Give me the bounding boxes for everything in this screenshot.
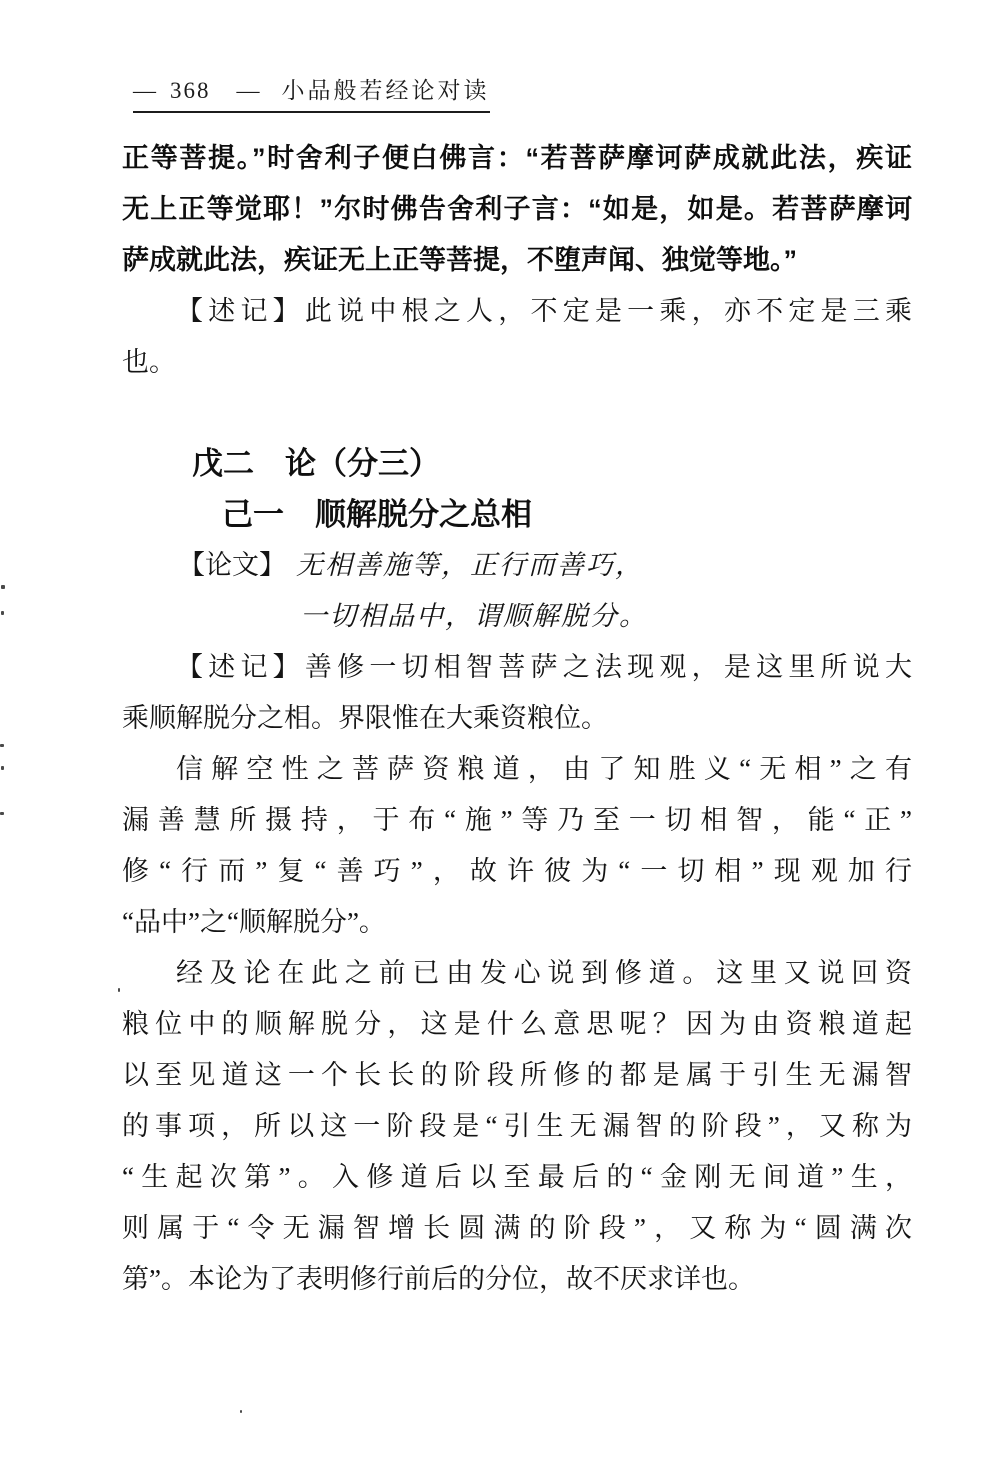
sutra-quote-line: 无上正等觉耶！”尔时佛告舍利子言：“如是，如是。若菩萨摩诃	[122, 194, 912, 224]
paragraph-line: 的事项，所以这一阶段是“引生无漏智的阶段”，又称为	[122, 1111, 912, 1141]
scan-artifact	[240, 1410, 242, 1413]
paragraph-line: 漏善慧所摄持，于布“施”等乃至一切相智，能“正”	[122, 805, 912, 835]
paragraph-line: 第”。本论为了表明修行前后的分位，故不厌求详也。	[122, 1264, 755, 1294]
verse-text: 无相善施等，正行而善巧，	[296, 550, 644, 580]
shuji-commentary-line: 乘顺解脱分之相。界限惟在大乘资粮位。	[122, 703, 608, 733]
shuji-commentary-line: 【述记】善修一切相智菩萨之法现观，是这里所说大	[176, 652, 912, 682]
paragraph-line: 信解空性之菩萨资粮道，由了知胜义“无相”之有	[176, 754, 912, 784]
page-number: 368	[170, 78, 211, 103]
scan-artifact	[0, 812, 4, 815]
paragraph-line: 以至见道这一个长长的阶段所修的都是属于引生无漏智	[122, 1060, 912, 1090]
section-heading-wu2: 戊二 论（分三）	[192, 446, 440, 481]
paragraph-line: 经及论在此之前已由发心说到修道。这里又说回资	[176, 958, 912, 988]
scan-artifact	[0, 744, 4, 747]
shuji-commentary-line: 【述记】此说中根之人，不定是一乘，亦不定是三乘	[176, 296, 912, 326]
paragraph-line: “品中”之“顺解脱分”。	[122, 907, 386, 937]
lunwen-verse-line: 一切相品中，谓顺解脱分。	[300, 601, 648, 631]
sutra-quote-line: 萨成就此法，疾证无上正等菩提，不堕声闻、独觉等地。”	[122, 245, 797, 275]
scan-artifact	[1, 611, 4, 615]
scan-artifact	[1, 585, 5, 589]
scan-artifact	[118, 988, 120, 992]
sutra-quote-line: 正等菩提。”时舍利子便白佛言：“若菩萨摩诃萨成就此法，疾证	[122, 143, 912, 173]
shuji-commentary-line: 也。	[122, 347, 176, 377]
scan-artifact	[1, 766, 4, 770]
paragraph-line: 则属于“令无漏智增长圆满的阶段”，又称为“圆满次	[122, 1213, 912, 1243]
paragraph-line: 粮位中的顺解脱分，这是什么意思呢？因为由资粮道起	[122, 1009, 912, 1039]
vertical-gap	[122, 388, 912, 438]
header-dash-right: —	[236, 78, 260, 103]
lunwen-label: 【论文】	[178, 550, 286, 580]
header-dash-left: —	[133, 78, 156, 103]
lunwen-verse-line	[122, 540, 912, 591]
section-heading-ji1: 己一 顺解脱分之总相	[222, 497, 532, 532]
running-header	[133, 72, 490, 113]
page-body	[122, 133, 912, 1305]
book-title: 小品般若经论对读	[281, 78, 490, 103]
paragraph-line: 修“行而”复“善巧”，故许彼为“一切相”现观加行	[122, 856, 912, 886]
paragraph-line: “生起次第”。入修道后以至最后的“金刚无间道”生，	[122, 1162, 912, 1192]
